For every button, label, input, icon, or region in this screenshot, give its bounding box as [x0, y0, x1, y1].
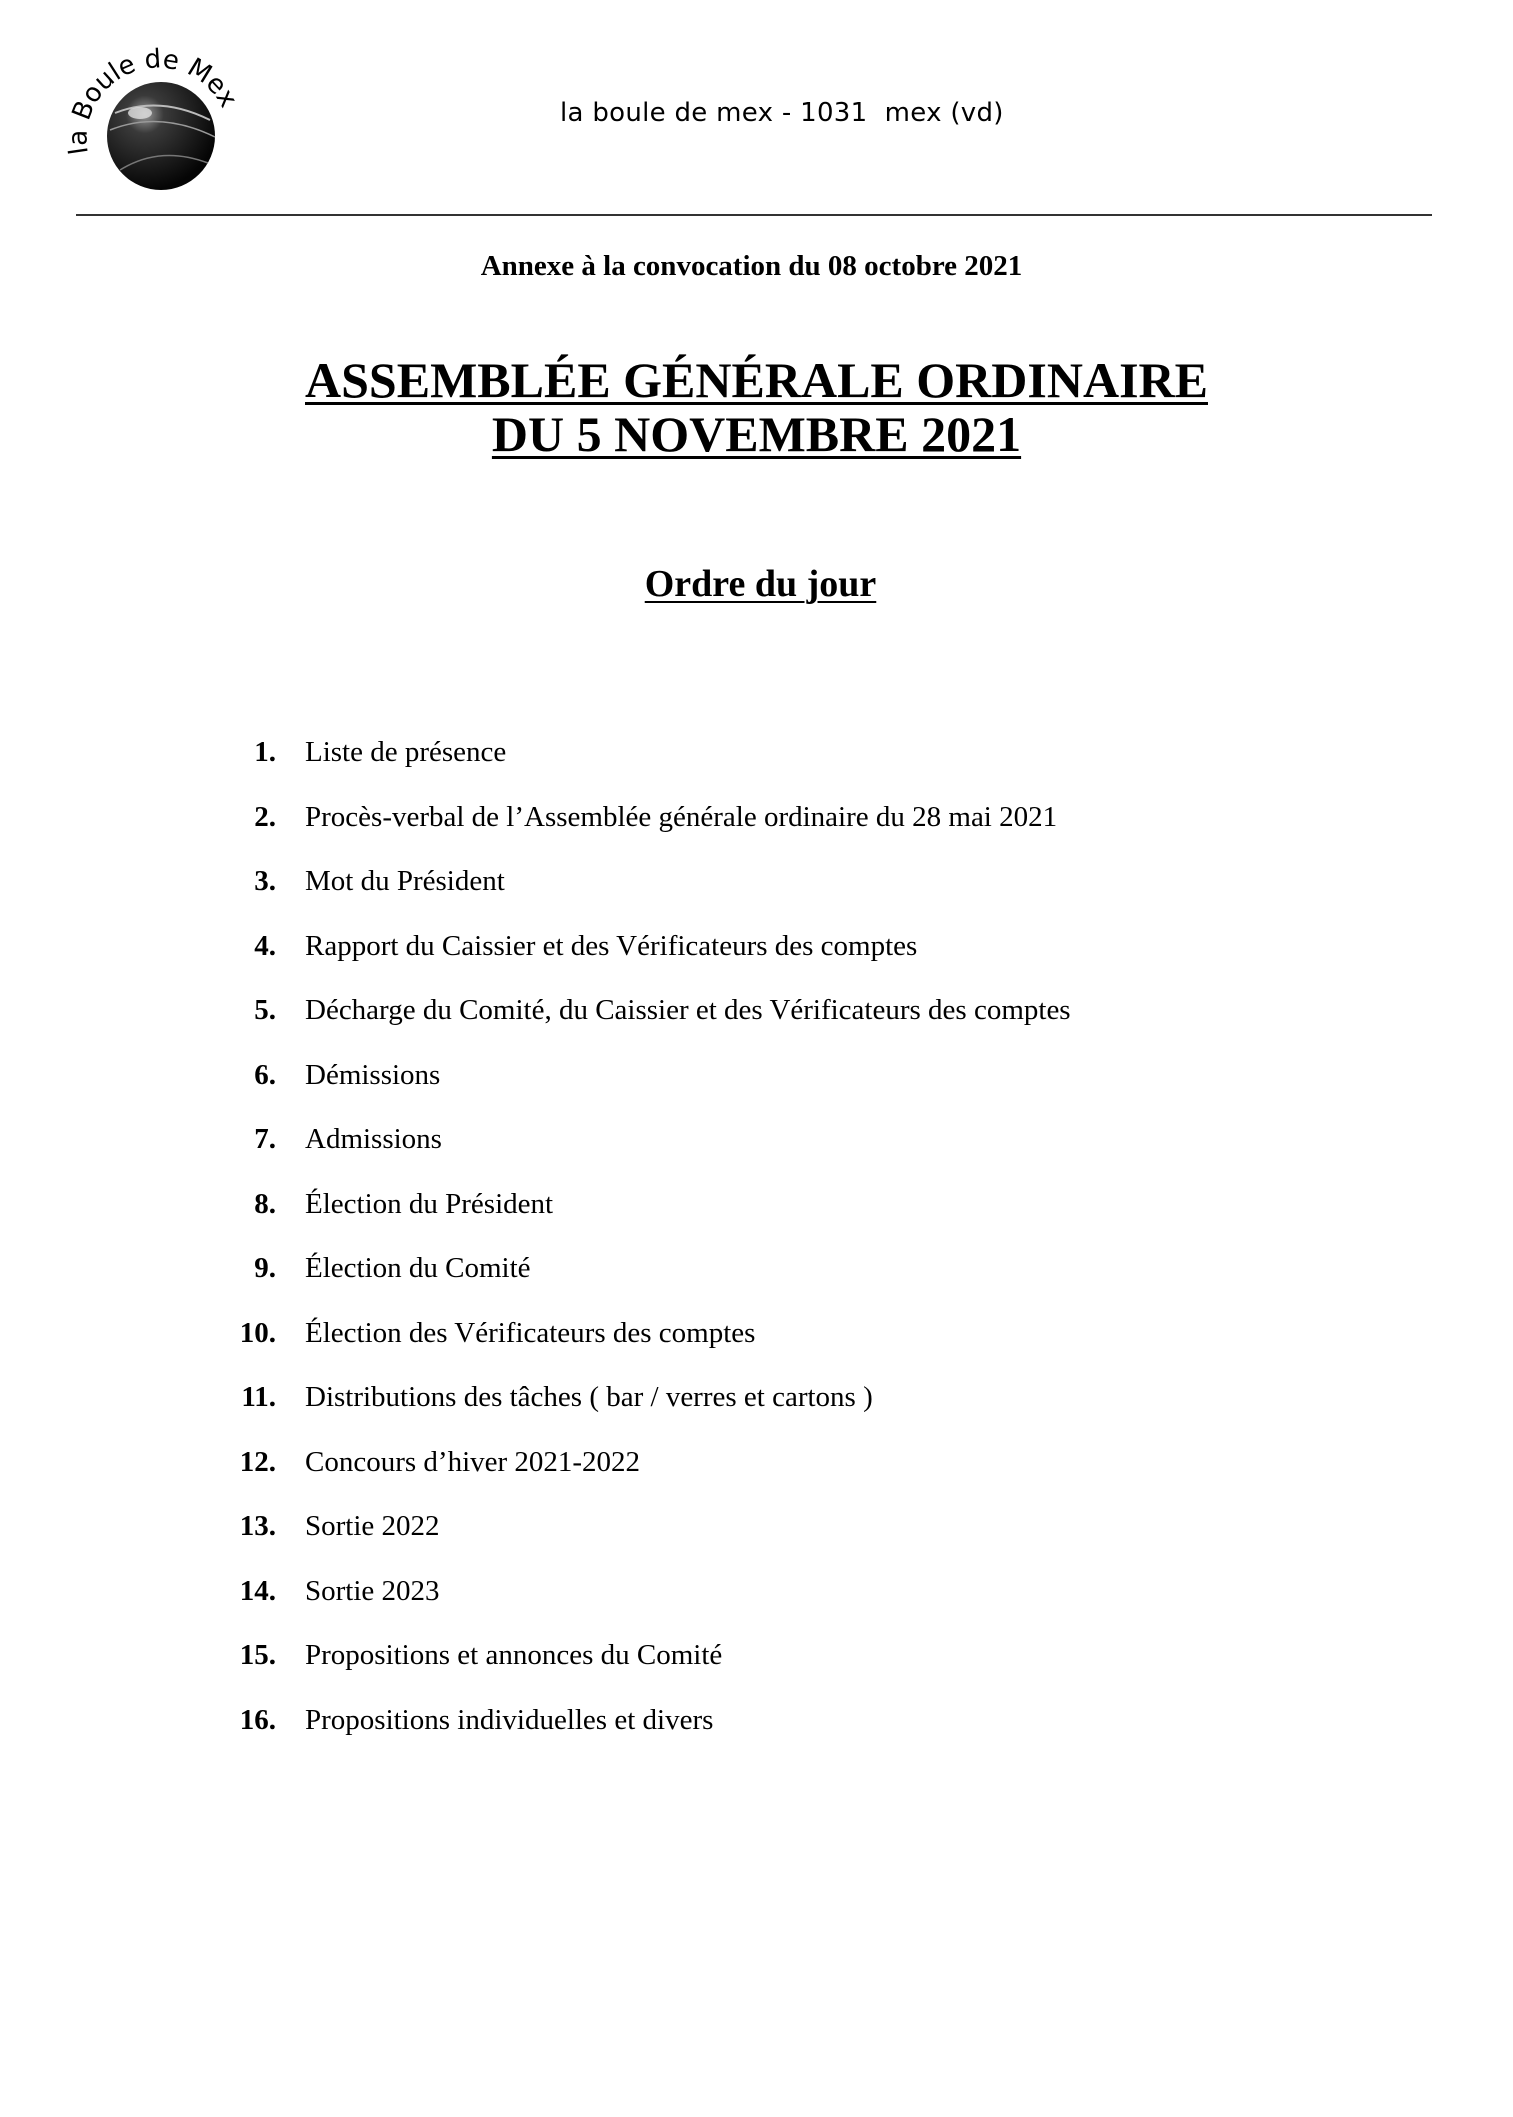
annex-line: Annexe à la convocation du 08 octobre 2021 [480, 250, 1023, 282]
item-number: 13. [239, 1510, 276, 1542]
title-line-2: DU 5 NOVEMBRE 2021 [491, 406, 1022, 462]
item-number: 12. [239, 1445, 276, 1478]
list-item [0, 929, 1513, 994]
list-item [0, 1187, 1513, 1252]
item-number: 10. [239, 1316, 276, 1349]
list-item [0, 1574, 1513, 1639]
item-text: Mot du Président [305, 865, 505, 897]
item-number: 14. [239, 1574, 276, 1607]
list-item [0, 1316, 1513, 1381]
list-item [0, 1251, 1513, 1316]
item-text: Concours d’hiver 2021-2022 [305, 1445, 641, 1478]
item-number: 5. [254, 994, 276, 1026]
item-text: Sortie 2023 [305, 1574, 440, 1607]
item-text: Élection des Vérificateurs des comptes [305, 1316, 756, 1349]
document-title [0, 353, 1513, 461]
list-item [0, 1058, 1513, 1123]
list-item [0, 1122, 1513, 1187]
list-item [0, 864, 1513, 929]
logo-text: la Boule de Mex [63, 44, 244, 157]
item-text: Liste de présence [305, 736, 507, 768]
item-text: Élection du Comité [305, 1252, 531, 1284]
title-line-1: ASSEMBLÉE GÉNÉRALE ORDINAIRE [305, 352, 1208, 408]
item-number: 15. [239, 1639, 276, 1671]
list-item [0, 1509, 1513, 1574]
item-number: 11. [241, 1381, 276, 1413]
header-divider [76, 214, 1432, 216]
item-text: Démissions [305, 1058, 441, 1091]
list-item [0, 1638, 1513, 1703]
item-text: Sortie 2022 [305, 1510, 440, 1542]
item-text: Rapport du Caissier et des Vérificateurs des comptes [305, 929, 918, 962]
item-text: Propositions individuelles et divers [305, 1703, 714, 1736]
list-item [0, 735, 1513, 800]
list-item [0, 1380, 1513, 1445]
agenda-list [0, 735, 1513, 1767]
item-text: Procès-verbal de l’Assemblée générale ordinaire du 28 mai 2021 [305, 800, 1058, 833]
list-item [0, 800, 1513, 865]
agenda-heading-text: Ordre du jour [644, 563, 877, 605]
item-text: Distributions des tâches ( bar / verres et cartons ) [305, 1381, 873, 1413]
item-number: 1. [254, 736, 276, 768]
item-number: 2. [254, 800, 276, 833]
item-number: 9. [254, 1252, 276, 1284]
item-number: 16. [239, 1703, 276, 1736]
item-text: Décharge du Comité, du Caissier et des Vérificateurs des comptes [305, 994, 1071, 1026]
item-number: 6. [254, 1058, 276, 1091]
header-address: la boule de mex - 1031 mex (vd) [560, 98, 1004, 128]
list-item [0, 1445, 1513, 1510]
list-item [0, 1703, 1513, 1768]
item-number: 7. [254, 1123, 276, 1155]
club-logo [60, 35, 245, 195]
item-text: Élection du Président [305, 1187, 554, 1220]
item-text: Admissions [305, 1123, 442, 1155]
list-item [0, 993, 1513, 1058]
item-text: Propositions et annonces du Comité [305, 1639, 723, 1671]
item-number: 3. [254, 865, 276, 897]
petanque-ball-icon [60, 35, 245, 195]
agenda-heading [0, 562, 1513, 606]
item-number: 4. [254, 929, 276, 962]
item-number: 8. [254, 1187, 276, 1220]
